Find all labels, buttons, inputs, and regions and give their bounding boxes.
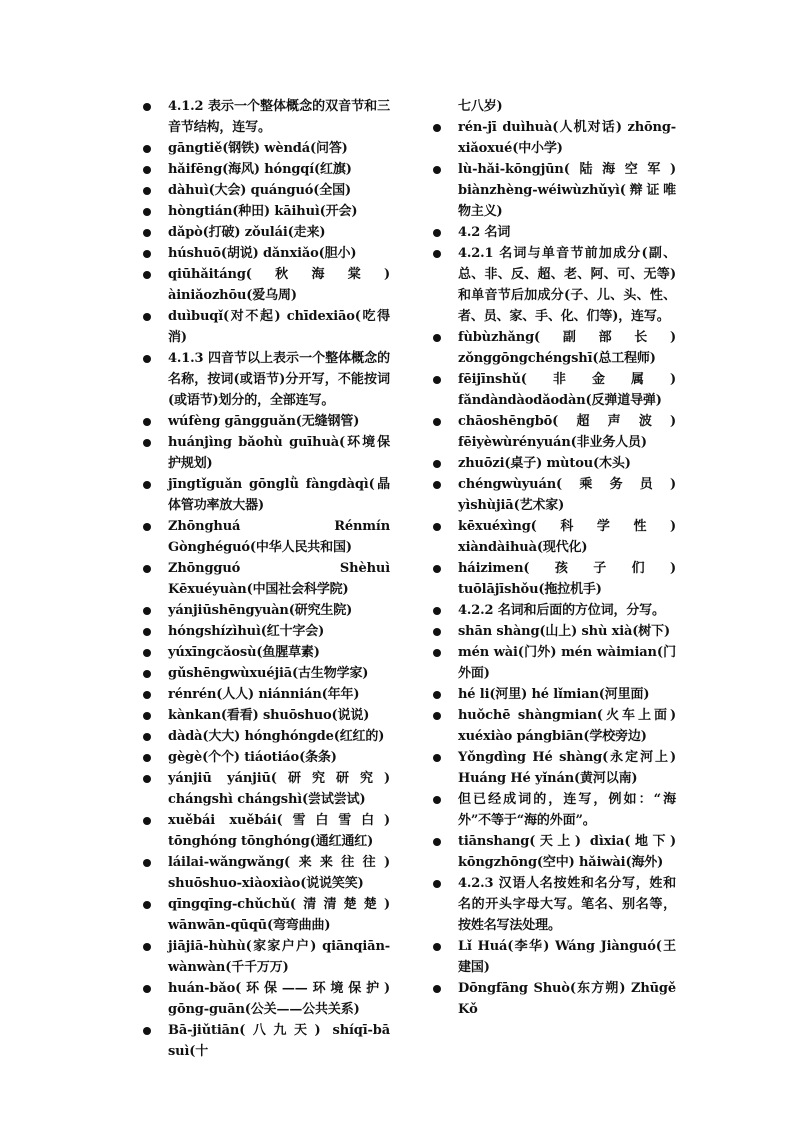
list-item bbox=[458, 978, 676, 1020]
bullet-icon bbox=[433, 523, 441, 531]
bullet-icon bbox=[143, 775, 151, 783]
list-item-text: hòngtián(种田) kāihuì(开会) bbox=[168, 204, 358, 219]
bullet-icon bbox=[143, 355, 151, 363]
bullet-icon bbox=[143, 145, 151, 153]
list-item bbox=[168, 1020, 390, 1062]
list-item bbox=[168, 894, 390, 936]
bullet-icon bbox=[143, 229, 151, 237]
bullet-icon bbox=[143, 985, 151, 993]
bullet-icon bbox=[143, 439, 151, 447]
list-item bbox=[458, 684, 676, 705]
list-item bbox=[168, 747, 390, 768]
bullet-icon bbox=[143, 649, 151, 657]
list-item-text: 但已经成词的，连写，例如：“海外”不等于“海的外面”。 bbox=[458, 792, 676, 828]
list-item bbox=[168, 726, 390, 747]
bullet-icon bbox=[433, 712, 441, 720]
list-item bbox=[168, 705, 390, 726]
list-item bbox=[458, 558, 676, 600]
list-item-text: wúfèng gāngguǎn(无缝钢管) bbox=[168, 414, 360, 429]
list-item-text: chāoshēngbō(超声波) fēiyèwùrényuán(非业务人员) bbox=[458, 414, 676, 450]
list-item bbox=[168, 852, 390, 894]
list-item bbox=[168, 600, 390, 621]
list-item bbox=[458, 516, 676, 558]
list-item-text: Dōngfāng Shuò(东方朔) Zhūgě Kǒ bbox=[458, 981, 676, 1017]
bullet-icon bbox=[143, 607, 151, 615]
list-item-text: gǔshēngwùxuéjiā(古生物学家) bbox=[168, 666, 369, 681]
list-item-text: 4.2.1 名词与单音节前加成分(副、总、非、反、超、老、阿、可、无等)和单音节后加成分(子、儿、头、性、者、员、家、手、化、们等)，连写。 bbox=[458, 246, 676, 324]
bullet-icon bbox=[433, 250, 441, 258]
bullet-icon bbox=[143, 481, 151, 489]
list-item bbox=[458, 936, 676, 978]
list-item bbox=[168, 96, 390, 138]
list-item-text: fùbùzhǎng(副部长) zǒnggōngchéngshī(总工程师) bbox=[458, 330, 676, 366]
list-item-text: kēxuéxìng(科学性) xiàndàihuà(现代化) bbox=[458, 519, 676, 555]
bullet-icon bbox=[143, 628, 151, 636]
list-item-text: hǎifēng(海风) hóngqí(红旗) bbox=[168, 162, 352, 177]
list-item bbox=[168, 222, 390, 243]
bullet-icon bbox=[143, 943, 151, 951]
bullet-icon bbox=[143, 187, 151, 195]
list-item-text: 七八岁) bbox=[458, 99, 503, 114]
list-item bbox=[168, 432, 390, 474]
list-item bbox=[458, 831, 676, 873]
bullet-icon bbox=[143, 901, 151, 909]
list-item-text: 4.1.3 四音节以上表示一个整体概念的名称，按词(或语节)分开写，不能按词(或语节)划分的，全部连写。 bbox=[168, 351, 390, 408]
list-item bbox=[458, 789, 676, 831]
bullet-icon bbox=[143, 418, 151, 426]
bullet-icon bbox=[433, 229, 441, 237]
list-item-text: duìbuqǐ(对不起) chīdexiāo(吃得消) bbox=[168, 309, 390, 345]
bullet-icon bbox=[143, 313, 151, 321]
list-item-text: dàhuì(大会) quánguó(全国) bbox=[168, 183, 351, 198]
bullet-icon bbox=[143, 565, 151, 573]
list-item bbox=[168, 768, 390, 810]
list-item bbox=[458, 222, 676, 243]
list-item bbox=[458, 621, 676, 642]
bullet-icon bbox=[143, 670, 151, 678]
list-item-text: Yǒngdìng Hé shàng(永定河上) Huáng Hé yǐnán(黄河以南) bbox=[458, 750, 676, 786]
list-item bbox=[168, 180, 390, 201]
list-item-text: Zhōnghuá Rénmín Gònghéguó(中华人民共和国) bbox=[168, 519, 390, 555]
list-item-text: 4.2.3 汉语人名按姓和名分写，姓和名的开头字母大写。笔名、别名等，按姓名写法处理。 bbox=[458, 876, 676, 933]
list-item-text: jīngtǐguǎn gōnglǜ fàngdàqì(晶体管功率放大器) bbox=[168, 477, 390, 513]
list-item bbox=[458, 642, 676, 684]
bullet-icon bbox=[433, 166, 441, 174]
bullet-icon bbox=[433, 418, 441, 426]
list-item-text: hé li(河里) hé lǐmian(河里面) bbox=[458, 687, 650, 702]
bullet-icon bbox=[433, 334, 441, 342]
list-item bbox=[458, 117, 676, 159]
list-item-text: chéngwùyuán(乘务员) yìshùjiā(艺术家) bbox=[458, 477, 676, 513]
bullet-icon bbox=[143, 271, 151, 279]
list-item-text: xuěbái xuěbái(雪白雪白) tōnghóng tōnghóng(通红通红) bbox=[168, 813, 390, 849]
list-item bbox=[458, 243, 676, 327]
list-item bbox=[458, 873, 676, 936]
bullet-icon bbox=[143, 754, 151, 762]
list-item bbox=[458, 705, 676, 747]
bullet-icon bbox=[433, 565, 441, 573]
list-item-text: 4.2 名词 bbox=[458, 225, 511, 240]
bullet-icon bbox=[433, 124, 441, 132]
bullet-icon bbox=[433, 796, 441, 804]
bullet-icon bbox=[143, 166, 151, 174]
list-item-text: Zhōngguó Shèhuì Kēxuéyuàn(中国社会科学院) bbox=[168, 561, 390, 597]
list-item-text: mén wài(门外) mén wàimian(门外面) bbox=[458, 645, 676, 681]
bullet-icon bbox=[143, 523, 151, 531]
list-item bbox=[168, 558, 390, 600]
right-column bbox=[458, 96, 676, 1020]
list-item-text: huǒchē shàngmian(火车上面) xuéxiào pángbiān(学校旁边) bbox=[458, 708, 676, 744]
list-item-text: yánjiūshēngyuàn(研究生院) bbox=[168, 603, 353, 618]
bullet-icon bbox=[433, 943, 441, 951]
bullet-icon bbox=[433, 985, 441, 993]
list-item-text: yúxīngcǎosù(鱼腥草素) bbox=[168, 645, 320, 660]
left-column bbox=[168, 96, 390, 1062]
list-item bbox=[168, 642, 390, 663]
list-item-text: yánjiū yánjiū(研究研究) chángshì chángshì(尝试尝试) bbox=[168, 771, 390, 807]
bullet-icon bbox=[433, 607, 441, 615]
list-item bbox=[458, 453, 676, 474]
list-item bbox=[168, 411, 390, 432]
bullet-icon bbox=[433, 838, 441, 846]
bullet-icon bbox=[143, 208, 151, 216]
list-item-text: huán-bǎo(环保——环境保护) gōng-guān(公关——公共关系) bbox=[168, 981, 390, 1017]
list-item-text: 4.1.2 表示一个整体概念的双音节和三音节结构，连写。 bbox=[168, 99, 390, 135]
bullet-icon bbox=[143, 817, 151, 825]
list-item bbox=[168, 306, 390, 348]
list-item bbox=[458, 159, 676, 222]
bullet-icon bbox=[143, 103, 151, 111]
list-item-text: kànkan(看看) shuōshuo(说说) bbox=[168, 708, 370, 723]
list-item-text: húshuō(胡说) dǎnxiǎo(胆小) bbox=[168, 246, 357, 261]
list-item bbox=[168, 684, 390, 705]
list-item bbox=[168, 264, 390, 306]
list-item bbox=[168, 978, 390, 1020]
list-item-text: hóngshízìhuì(红十字会) bbox=[168, 624, 325, 639]
list-item-text: rén-jī duìhuà(人机对话) zhōng-xiǎoxué(中小学) bbox=[458, 120, 676, 156]
bullet-icon bbox=[433, 628, 441, 636]
list-item-text: dàdà(大大) hónghóngde(红红的) bbox=[168, 729, 385, 744]
list-item bbox=[458, 474, 676, 516]
list-item bbox=[458, 96, 676, 117]
bullet-icon bbox=[143, 712, 151, 720]
list-item bbox=[458, 600, 676, 621]
list-item bbox=[458, 327, 676, 369]
bullet-icon bbox=[433, 460, 441, 468]
list-item bbox=[458, 411, 676, 453]
list-item-text: Lǐ Huá(李华) Wáng Jiànguó(王建国) bbox=[458, 939, 676, 975]
list-item-text: jiājiā-hùhù(家家户户) qiānqiān-wànwàn(千千万万) bbox=[168, 939, 390, 975]
list-item-text: huánjìng bǎohù guīhuà(环境保护规划) bbox=[168, 435, 390, 471]
bullet-icon bbox=[143, 733, 151, 741]
list-item bbox=[168, 936, 390, 978]
bullet-icon bbox=[433, 754, 441, 762]
list-item-text: gāngtiě(钢铁) wèndá(问答) bbox=[168, 141, 348, 156]
list-item-text: tiānshang(天上) dìxia(地下) kōngzhōng(空中) hǎiwài(海外) bbox=[458, 834, 676, 870]
list-item bbox=[168, 621, 390, 642]
list-item-text: fēijīnshǔ(非金属) fǎndàndàodǎodàn(反弹道导弹) bbox=[458, 372, 676, 408]
list-item-text: zhuōzi(桌子) mùtou(木头) bbox=[458, 456, 631, 471]
list-item bbox=[168, 516, 390, 558]
bullet-icon bbox=[433, 691, 441, 699]
list-item bbox=[168, 138, 390, 159]
bullet-icon bbox=[433, 649, 441, 657]
list-item bbox=[168, 810, 390, 852]
list-item-text: qīngqīng-chǔchǔ(清清楚楚) wānwān-qūqū(弯弯曲曲) bbox=[168, 897, 390, 933]
list-item-text: háizimen(孩子们) tuōlājīshǒu(拖拉机手) bbox=[458, 561, 676, 597]
list-item-text: gègè(个个) tiáotiáo(条条) bbox=[168, 750, 337, 765]
bullet-icon bbox=[433, 376, 441, 384]
list-item-text: rénrén(人人) niánnián(年年) bbox=[168, 687, 360, 702]
list-item-text: láilai-wǎngwǎng(来来往往) shuōshuo-xiàoxiào(说说笑笑) bbox=[168, 855, 390, 891]
bullet-icon bbox=[143, 1027, 151, 1035]
bullet-icon bbox=[143, 691, 151, 699]
list-item bbox=[458, 747, 676, 789]
list-item-text: Bā-jiǔtiān(八九天) shíqī-bā suì(十 bbox=[168, 1023, 390, 1059]
list-item bbox=[168, 243, 390, 264]
bullet-icon bbox=[433, 481, 441, 489]
list-item bbox=[168, 348, 390, 411]
list-item bbox=[168, 159, 390, 180]
list-item-text: 4.2.2 名词和后面的方位词，分写。 bbox=[458, 603, 665, 618]
list-item bbox=[458, 369, 676, 411]
list-item-text: dǎpò(打破) zǒulái(走来) bbox=[168, 225, 326, 240]
list-item bbox=[168, 474, 390, 516]
bullet-icon bbox=[143, 250, 151, 258]
bullet-icon bbox=[433, 880, 441, 888]
list-item bbox=[168, 663, 390, 684]
list-item-text: qiūhǎitáng(秋海棠) àiniǎozhōu(爱乌周) bbox=[168, 267, 390, 303]
list-item-text: lù-hǎi-kōngjūn(陆海空军) biànzhèng-wéiwùzhǔyì(辩证唯物主义) bbox=[458, 162, 676, 219]
bullet-icon bbox=[143, 859, 151, 867]
list-item bbox=[168, 201, 390, 222]
list-item-text: shān shàng(山上) shù xià(树下) bbox=[458, 624, 670, 639]
